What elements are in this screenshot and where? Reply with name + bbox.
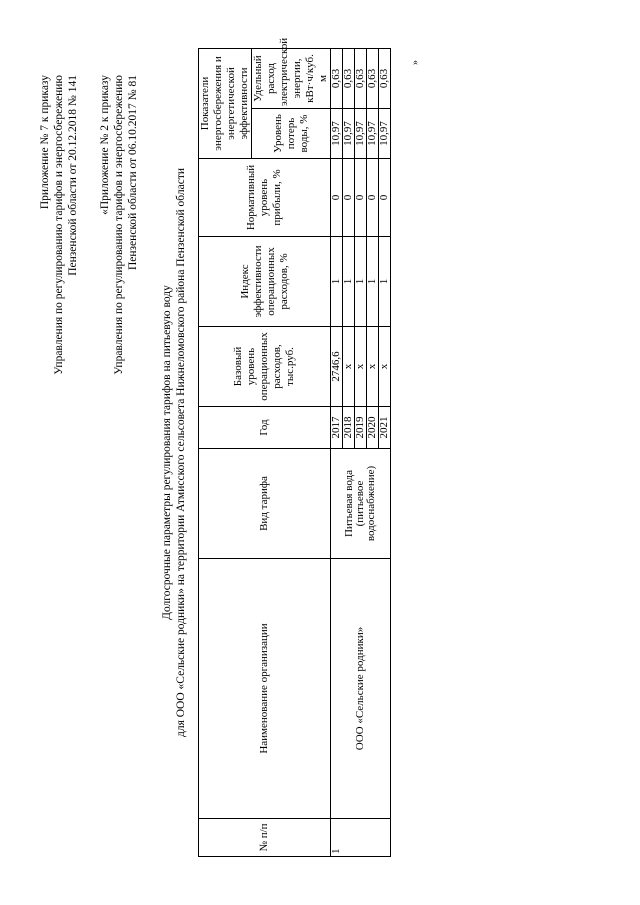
header-line: Пензенской области от 06.10.2017 № 81 xyxy=(127,75,139,271)
cell-losses: 10,97 xyxy=(367,109,379,159)
title-line: Долгосрочные параметры регулирования тарифов на питьевую воду xyxy=(161,285,173,620)
cell-tariff-type: Питьевая вода (питьевое водоснабжение) xyxy=(331,449,391,559)
cell-base: 2746,6 xyxy=(331,327,343,407)
cell-consumption: 0,63 xyxy=(355,48,367,108)
cell-base: х xyxy=(343,327,355,407)
header-line: Приложение № 7 к приказу xyxy=(39,75,51,210)
cell-base: х xyxy=(355,327,367,407)
cell-consumption: 0,63 xyxy=(331,48,343,108)
tariff-parameters-table xyxy=(198,37,391,857)
cell-index: 1 xyxy=(379,237,391,327)
col-header-losses: Уровень потерь воды, % xyxy=(252,109,331,159)
cell-profit: 0 xyxy=(355,159,367,237)
table-row xyxy=(331,48,343,856)
col-header-year: Год xyxy=(199,407,331,449)
col-header-base: Базовый уровень операционных расходов, тыс.руб. xyxy=(199,327,331,407)
cell-losses: 10,97 xyxy=(343,109,355,159)
cell-profit: 0 xyxy=(343,159,355,237)
header-line: «Приложение № 2 к приказу xyxy=(99,75,111,215)
col-header-num: № п/п xyxy=(199,819,331,857)
col-header-org: Наименование организации xyxy=(199,559,331,819)
cell-year: 2017 xyxy=(331,407,343,449)
cell-losses: 10,97 xyxy=(331,109,343,159)
cell-year: 2020 xyxy=(367,407,379,449)
cell-base: х xyxy=(379,327,391,407)
table-header-row xyxy=(199,48,252,856)
cell-year: 2021 xyxy=(379,407,391,449)
header-line: Пензенской области от 20.12.2018 № 141 xyxy=(67,75,79,276)
cell-consumption: 0,63 xyxy=(379,48,391,108)
col-header-index: Индекс эффективности операционных расходов, % xyxy=(199,237,331,327)
header-line: Управления по регулированию тарифов и энергосбережению xyxy=(113,75,125,375)
appendix-7-header xyxy=(38,75,80,375)
cell-base: х xyxy=(367,327,379,407)
cell-profit: 0 xyxy=(331,159,343,237)
cell-index: 1 xyxy=(343,237,355,327)
cell-consumption: 0,63 xyxy=(367,48,379,108)
col-header-tariff: Вид тарифа xyxy=(199,449,331,559)
header-line: Управления по регулированию тарифов и энергосбережению xyxy=(53,75,65,375)
title-line: для ООО «Сельские родники» на территории Атмисского сельсовета Нижнеломовского района Пензенской области xyxy=(175,168,187,738)
col-header-energy-group: Показатели энергосбережения и энергетической эффективности xyxy=(199,48,252,158)
cell-organization: ООО «Сельские родники» xyxy=(331,559,391,819)
cell-num: 1 xyxy=(331,819,391,857)
cell-consumption: 0,63 xyxy=(343,48,355,108)
closing-quote: » xyxy=(410,60,421,65)
cell-losses: 10,97 xyxy=(379,109,391,159)
col-header-profit: Нормативный уровень прибыли, % xyxy=(199,159,331,237)
col-header-consumption: Удельный расход электрической энергии, кВт·ч/куб. м xyxy=(252,48,331,108)
cell-losses: 10,97 xyxy=(355,109,367,159)
cell-year: 2018 xyxy=(343,407,355,449)
cell-index: 1 xyxy=(367,237,379,327)
cell-year: 2019 xyxy=(355,407,367,449)
cell-index: 1 xyxy=(355,237,367,327)
cell-profit: 0 xyxy=(367,159,379,237)
document-title xyxy=(160,0,188,905)
cell-profit: 0 xyxy=(379,159,391,237)
cell-index: 1 xyxy=(331,237,343,327)
appendix-2-header xyxy=(98,75,140,375)
